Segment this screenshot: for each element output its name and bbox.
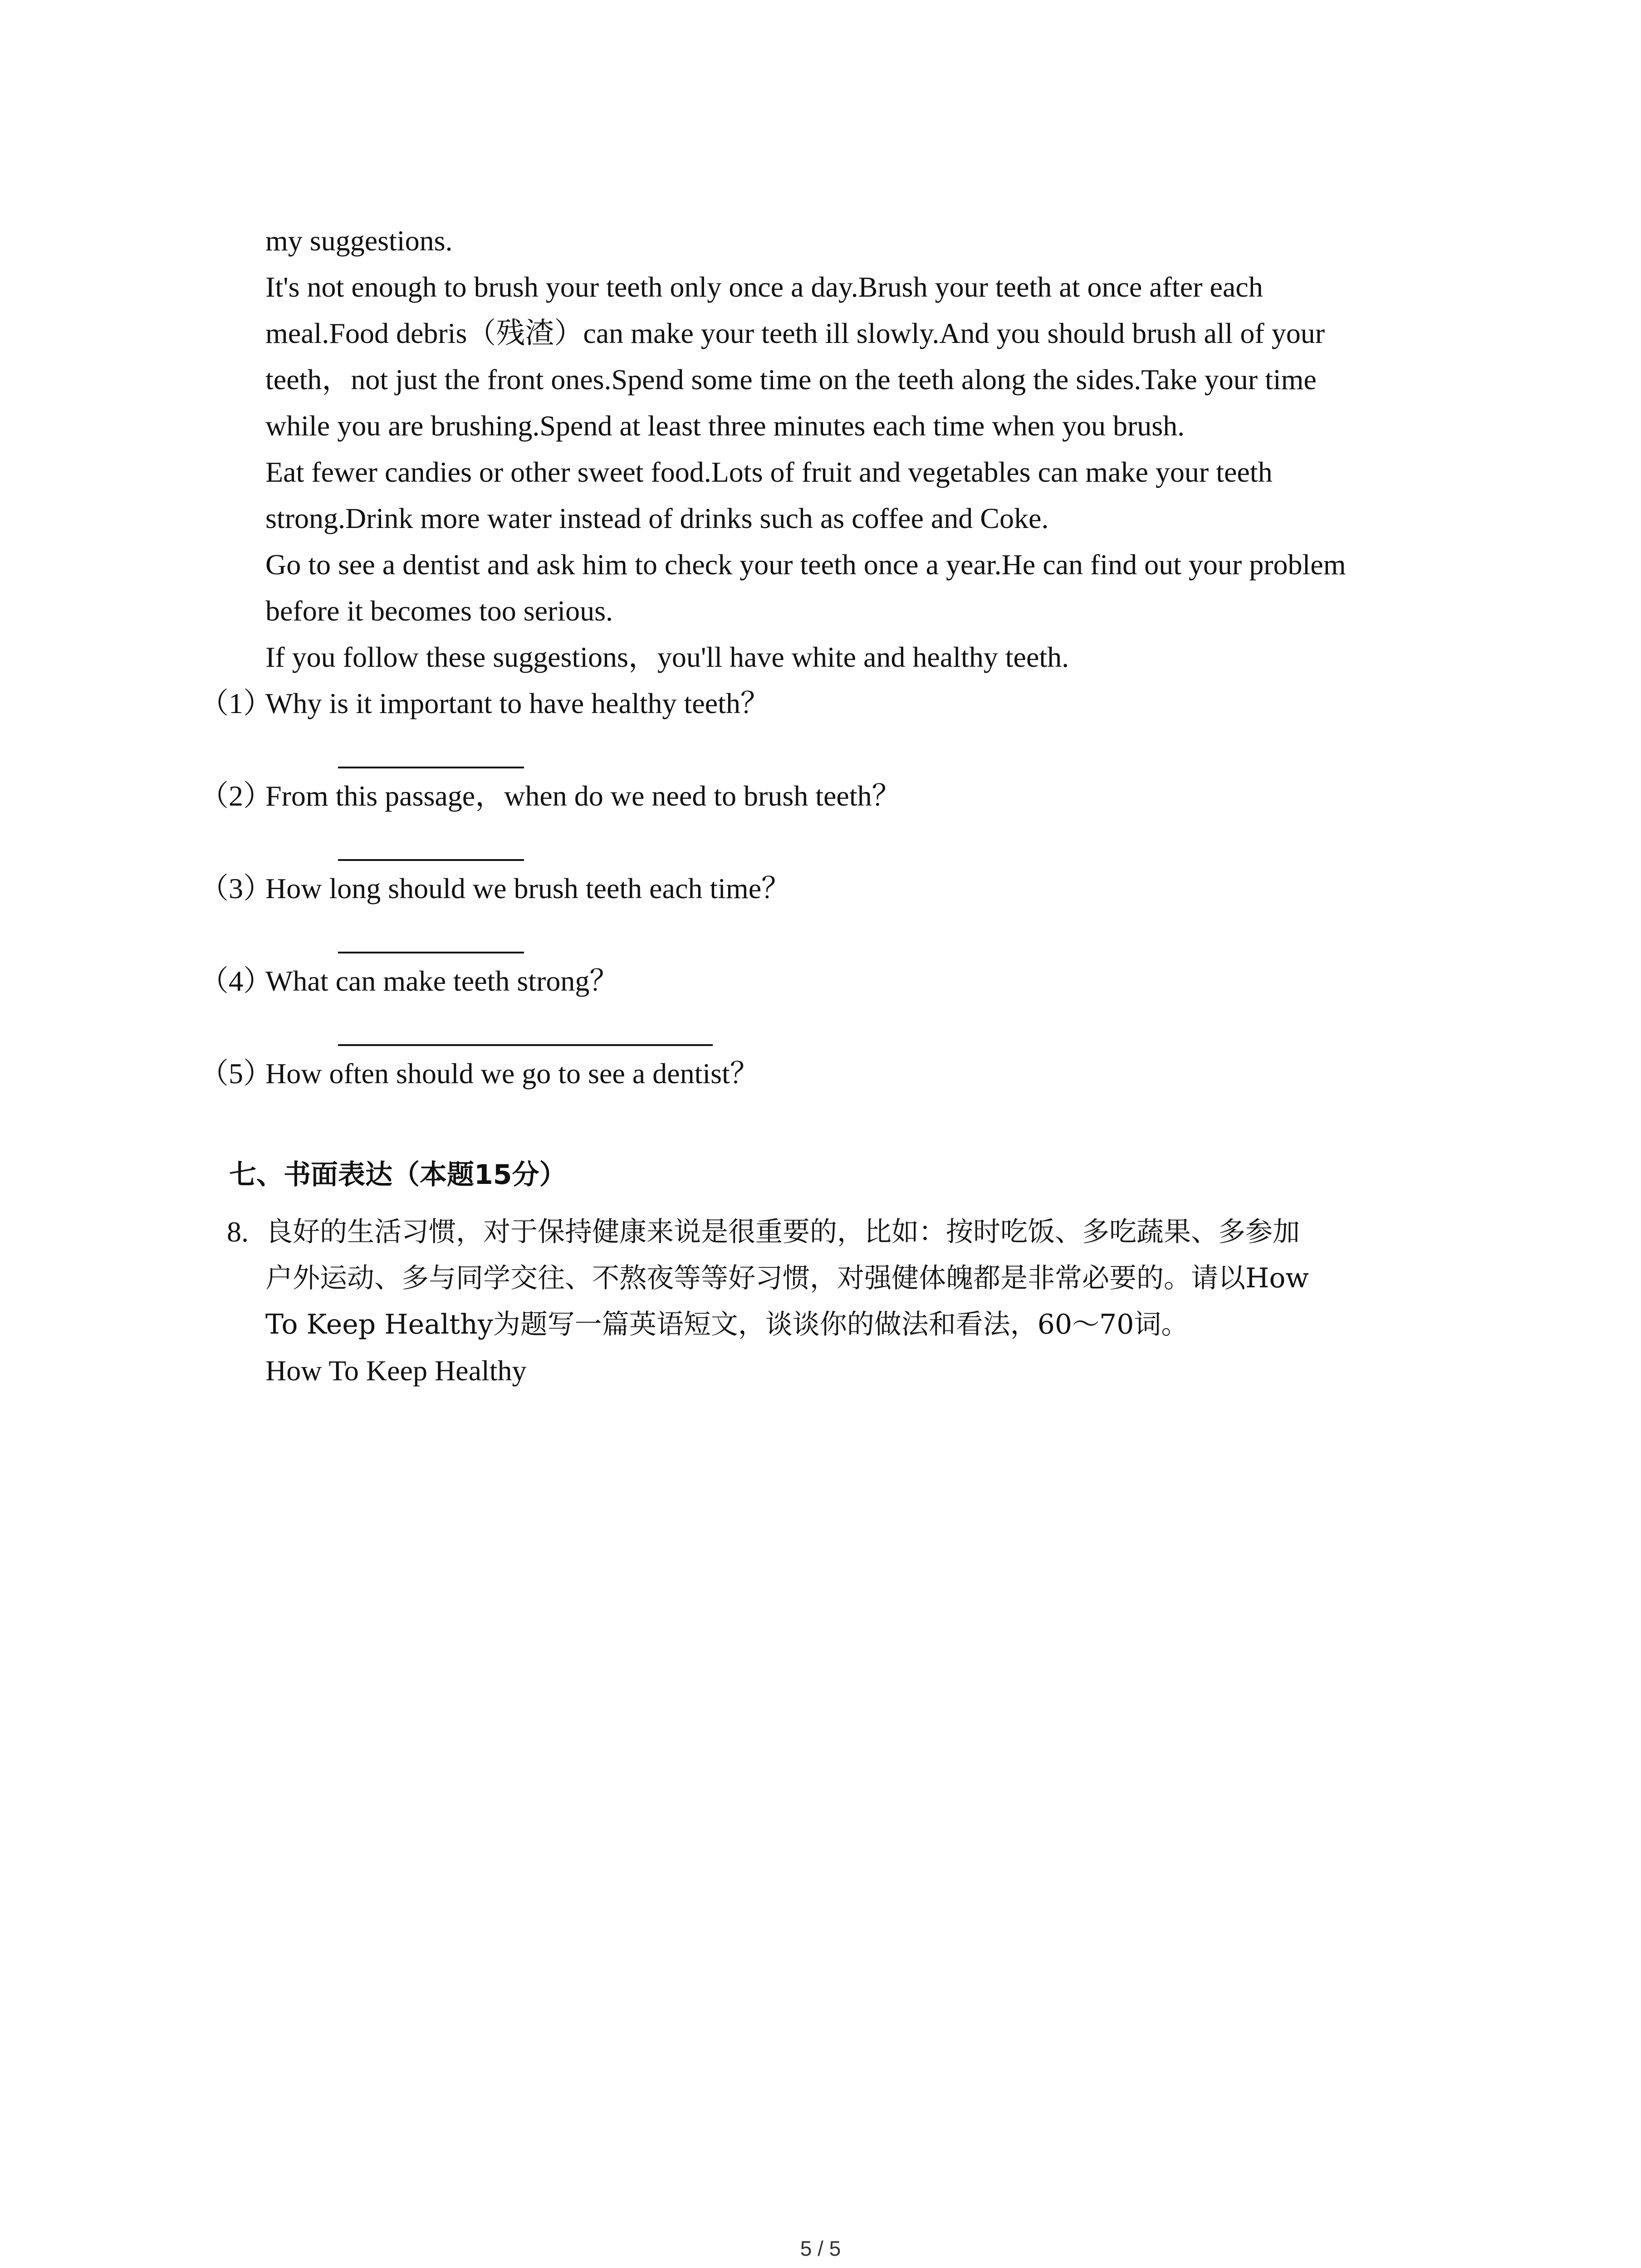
question-text: From this passage，when do we need to brush teeth？ — [265, 780, 901, 812]
question-text: How often should we go to see a dentist？ — [265, 1057, 759, 1090]
task-number: 8. — [227, 1216, 249, 1248]
answer-blank-3[interactable] — [265, 912, 1445, 958]
answer-blank-2[interactable] — [265, 819, 1445, 865]
section-heading: 七、书面表达（本题15分） — [229, 1159, 567, 1191]
reading-passage — [200, 218, 1445, 1097]
passage-line: while you are brushing.Spend at least three minutes each time when you brush. — [265, 410, 1185, 442]
question-4 — [200, 958, 1445, 1004]
passage-line: It's not enough to brush your teeth only once a day.Brush your teeth at once after each — [265, 271, 1263, 303]
answer-line — [338, 952, 524, 953]
passage-line: strong.Drink more water instead of drinks such as coffee and Coke. — [265, 502, 1049, 534]
question-5 — [200, 1051, 1445, 1097]
passage-line: meal.Food debris（残渣）can make your teeth ill slowly.And you should brush all of your — [265, 317, 1325, 349]
task-line: To Keep Healthy为题写一篇英语短文，谈谈你的做法和看法，60～70词。 — [265, 1309, 1189, 1340]
passage-line: my suggestions. — [265, 225, 453, 257]
question-text: What can make teeth strong？ — [265, 965, 619, 997]
question-number: （3） — [200, 872, 272, 904]
question-3 — [200, 865, 1445, 912]
question-number: （2） — [200, 780, 272, 812]
question-number: （5） — [200, 1057, 272, 1090]
question-number: （4） — [200, 965, 272, 997]
passage-line: Go to see a dentist and ask him to check your teeth once a year.He can find out your problem — [265, 548, 1346, 581]
question-text: Why is it important to have healthy teeth？ — [265, 687, 769, 719]
passage-line: teeth，not just the front ones.Spend some time on the teeth along the sides.Take your time — [265, 363, 1317, 396]
question-2 — [200, 773, 1445, 819]
answer-line — [338, 767, 524, 768]
task-line: 户外运动、多与同学交往、不熬夜等等好习惯，对强健体魄都是非常必要的。请以How — [265, 1262, 1309, 1294]
question-text: How long should we brush teeth each time？ — [265, 872, 791, 904]
answer-line — [338, 1044, 713, 1046]
task-line: 良好的生活习惯，对于保持健康来说是很重要的，比如：按时吃饭、多吃蔬果、多参加 — [265, 1216, 1300, 1248]
question-number: （1） — [200, 687, 272, 719]
answer-line — [338, 859, 524, 861]
passage-line: before it becomes too serious. — [265, 595, 613, 627]
passage-line: Eat fewer candies or other sweet food.Lots of fruit and vegetables can make your teeth — [265, 456, 1273, 488]
page-number: 5 / 5 — [800, 2237, 841, 2260]
writing-task — [227, 1209, 1445, 1394]
answer-blank-1[interactable] — [265, 727, 1445, 773]
passage-line: If you follow these suggestions，you'll have white and healthy teeth. — [265, 641, 1069, 673]
answer-blank-4[interactable] — [265, 1004, 1445, 1051]
question-1 — [200, 680, 1445, 727]
essay-title: How To Keep Healthy — [265, 1354, 527, 1387]
